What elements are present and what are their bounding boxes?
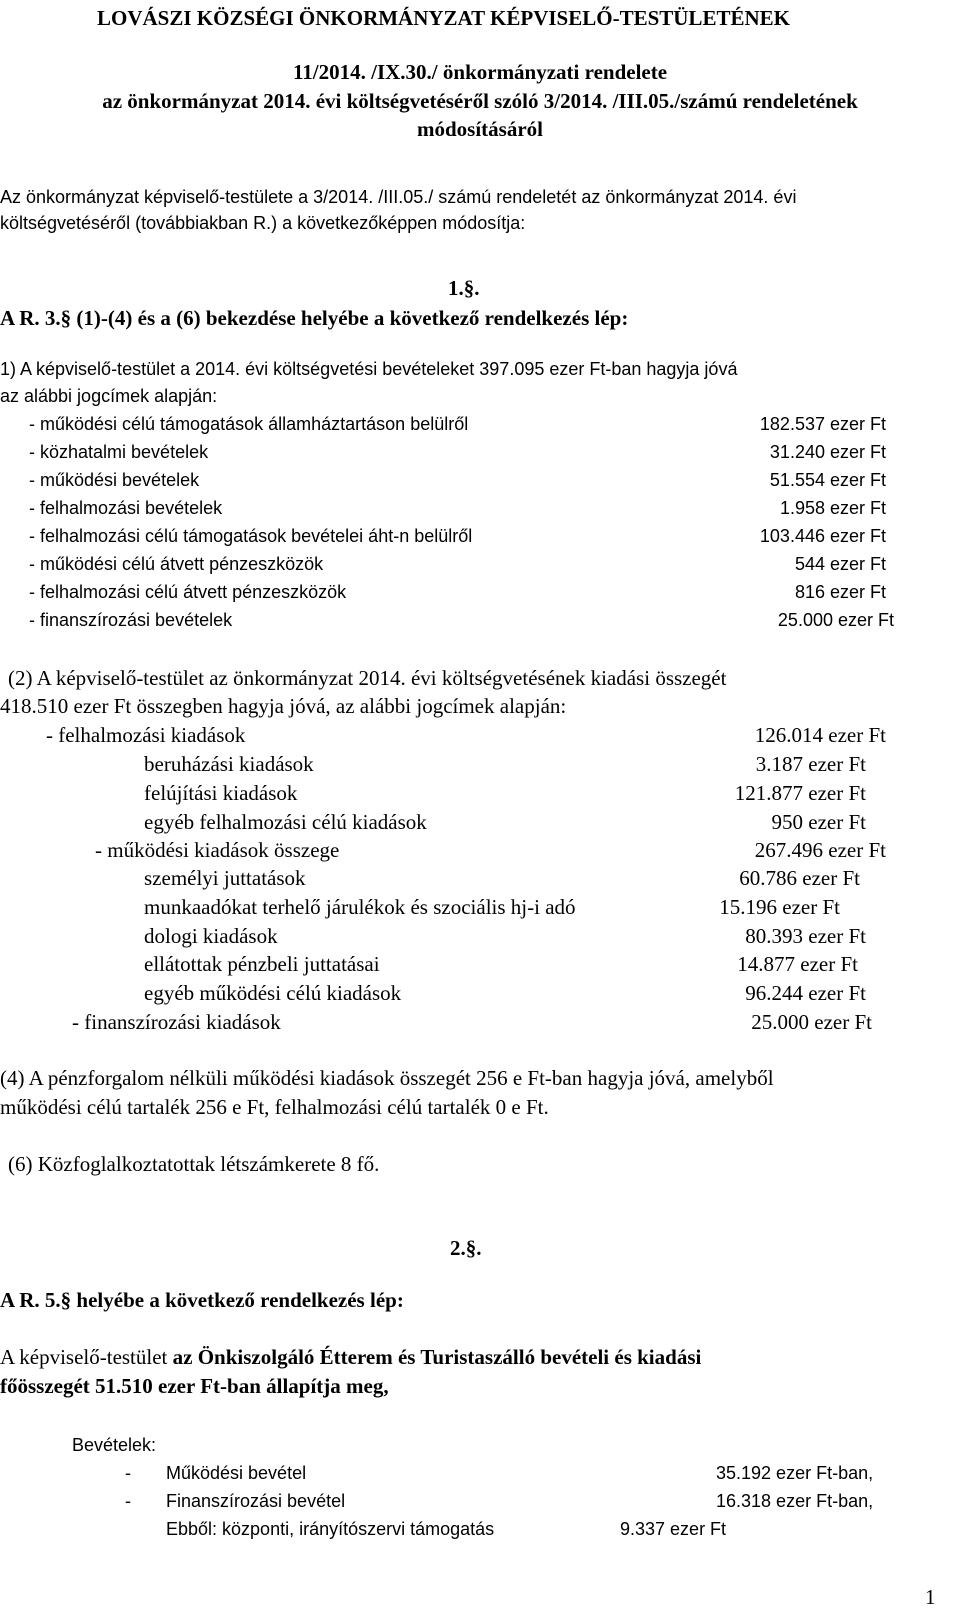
- expense-sub-amount: 121.877 ezer Ft: [734, 781, 866, 805]
- expense-sub-amount: 14.877 ezer Ft: [737, 952, 858, 976]
- expense-sub-amount: 950 ezer Ft: [771, 810, 866, 834]
- expense-item-amount: 25.000 ezer Ft: [751, 1010, 872, 1034]
- expense-sub-label: felújítási kiadások: [144, 781, 298, 805]
- para-2-line-2: 418.510 ezer Ft összegben hagyja jóvá, az alábbi jogcímek alapján:: [0, 694, 567, 718]
- decree-subject: az önkormányzat 2014. évi költségvetéséről szóló 3/2014. /III.05./számú rendeletének: [102, 89, 858, 113]
- expense-item-label: - finanszírozási kiadások: [72, 1010, 281, 1034]
- decree-number: 11/2014. /IX.30./ önkormányzati rendelete: [292, 60, 668, 84]
- intro-line-1: Az önkormányzat képviselő-testülete a 3/2014. /III.05./ számú rendeletét az önkormányzat 2014. évi: [0, 187, 797, 207]
- expense-sub-label: egyéb felhalmozási célú kiadások: [144, 810, 427, 834]
- expense-sub-label: munkaadókat terhelő járulékok és szociális hj-i adó: [144, 895, 576, 919]
- expense-sub-label: személyi juttatások: [144, 866, 306, 890]
- revenue-amount: 16.318 ezer Ft-ban,: [716, 1491, 874, 1511]
- expense-sub-amount: 60.786 ezer Ft: [739, 866, 860, 890]
- revenue-item-amount: 51.554 ezer Ft: [769, 470, 886, 490]
- para-1-line-1: 1) A képviselő-testület a 2014. évi költségvetési bevételeket 397.095 ezer Ft-ban hagyja jóvá: [0, 359, 738, 379]
- expense-sub-label: egyéb működési célú kiadások: [144, 981, 402, 1005]
- expense-item-label: - működési kiadások összege: [95, 838, 340, 862]
- expense-sub-amount: 3.187 ezer Ft: [755, 752, 866, 776]
- revenue-item-amount: 544 ezer Ft: [794, 554, 886, 574]
- revenue-item-amount: 25.000 ezer Ft: [777, 610, 894, 630]
- para-5-line-1: [0, 1345, 701, 1369]
- para-5-line-2: főösszegét 51.510 ezer Ft-ban állapítja meg,: [0, 1374, 389, 1398]
- expense-sub-label: ellátottak pénzbeli juttatásai: [144, 952, 380, 976]
- para-4-line-2: működési célú tartalék 256 e Ft, felhalmozási célú tartalék 0 e Ft.: [0, 1095, 549, 1119]
- expense-sub-amount: 80.393 ezer Ft: [745, 924, 866, 948]
- para-4-line-1: (4) A pénzforgalom nélküli működési kiadások összegét 256 e Ft-ban hagyja jóvá, amelyből: [0, 1066, 774, 1090]
- expense-sub-label: beruházási kiadások: [144, 752, 314, 776]
- expense-item-label: - felhalmozási kiadások: [46, 723, 246, 747]
- revenue-dash: -: [125, 1463, 131, 1483]
- revenue-item-label: - közhatalmi bevételek: [29, 442, 209, 462]
- expense-item-amount: 126.014 ezer Ft: [754, 723, 886, 747]
- expense-sub-amount: 96.244 ezer Ft: [745, 981, 866, 1005]
- revenue-label: Finanszírozási bevétel: [166, 1491, 346, 1511]
- para-5-emphasis: az Önkiszolgáló Étterem és Turistaszálló bevételi és kiadási: [172, 1345, 702, 1369]
- revenue-dash: -: [125, 1491, 131, 1511]
- revenue-item-label: - finanszírozási bevételek: [29, 610, 233, 630]
- expense-item-amount: 267.496 ezer Ft: [754, 838, 886, 862]
- revenue-amount: 35.192 ezer Ft-ban,: [716, 1463, 874, 1483]
- para-6: (6) Közfoglalkoztatottak létszámkerete 8 fő.: [8, 1152, 380, 1176]
- revenue-item-amount: 103.446 ezer Ft: [759, 526, 886, 546]
- section-2-number: 2.§.: [450, 1236, 482, 1260]
- revenue-sub-label: Ebből: központi, irányítószervi támogatás: [166, 1519, 495, 1539]
- council-title: LOVÁSZI KÖZSÉGI ÖNKORMÁNYZAT KÉPVISELŐ-TESTÜLETÉNEK: [97, 6, 790, 30]
- decree-subject-end: módosításáról: [417, 117, 543, 141]
- section-1-number: 1.§.: [448, 276, 480, 300]
- revenues-heading: Bevételek:: [72, 1435, 157, 1455]
- para-2-line-1: (2) A képviselő-testület az önkormányzat 2014. évi költségvetésének kiadási összegét: [8, 666, 727, 690]
- expense-sub-label: dologi kiadások: [144, 924, 278, 948]
- revenue-item-amount: 1.958 ezer Ft: [779, 498, 886, 518]
- revenue-item-label: - működési bevételek: [29, 470, 200, 490]
- section-1-heading: A R. 3.§ (1)-(4) és a (6) bekezdése helyébe a következő rendelkezés lép:: [0, 306, 629, 330]
- intro-line-2: költségvetéséről (továbbiakban R.) a következőképpen módosítja:: [0, 213, 526, 233]
- para-1-line-2: az alábbi jogcímek alapján:: [0, 386, 218, 406]
- revenue-item-amount: 182.537 ezer Ft: [759, 414, 886, 434]
- para-5-lead: A képviselő-testület: [0, 1345, 173, 1369]
- revenue-item-label: - felhalmozási célú átvett pénzeszközök: [29, 582, 347, 602]
- revenue-item-label: - működési célú támogatások államháztartáson belülről: [29, 414, 469, 434]
- section-2-heading: A R. 5.§ helyébe a következő rendelkezés lép:: [0, 1288, 404, 1312]
- page-number: 1: [925, 1585, 936, 1609]
- revenue-sub-amount: 9.337 ezer Ft: [620, 1519, 727, 1539]
- revenue-item-label: - felhalmozási bevételek: [29, 498, 223, 518]
- revenue-item-amount: 31.240 ezer Ft: [769, 442, 886, 462]
- revenue-item-amount: 816 ezer Ft: [794, 582, 886, 602]
- expense-sub-amount: 15.196 ezer Ft: [719, 895, 840, 919]
- revenue-item-label: - működési célú átvett pénzeszközök: [29, 554, 324, 574]
- revenue-item-label: - felhalmozási célú támogatások bevételei áht-n belülről: [29, 526, 473, 546]
- revenue-label: Működési bevétel: [166, 1463, 307, 1483]
